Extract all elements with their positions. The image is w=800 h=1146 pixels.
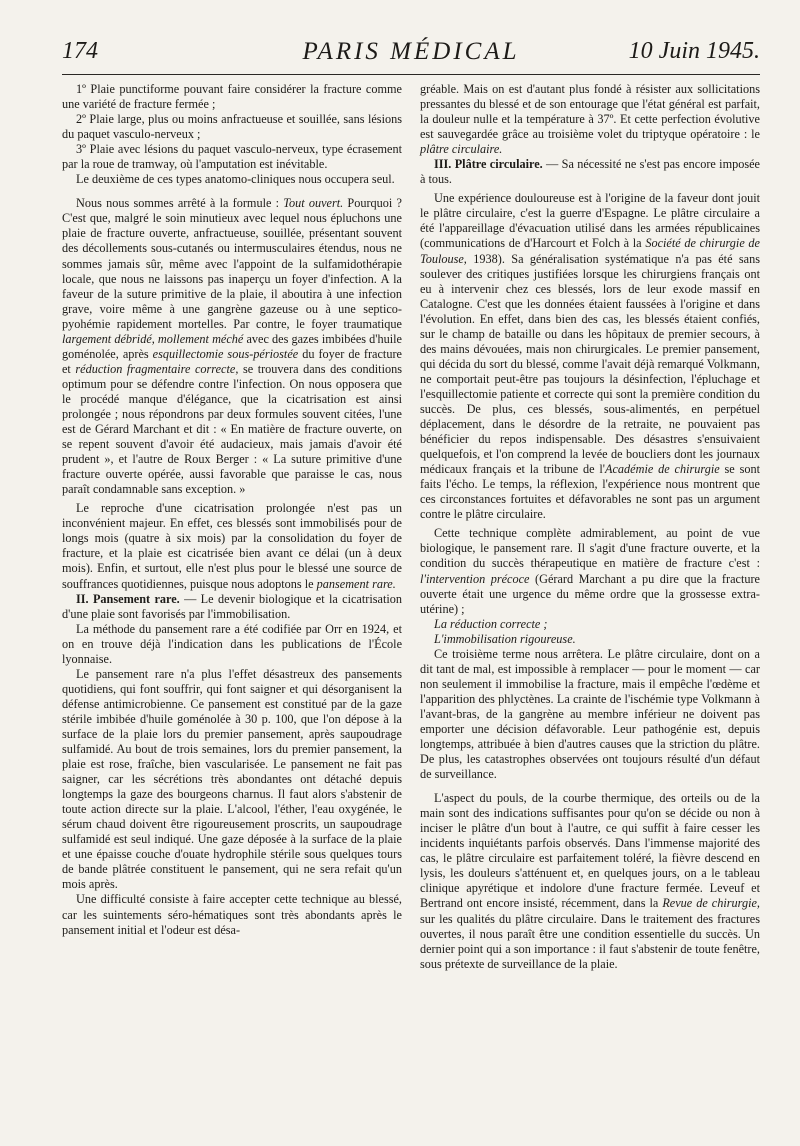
paragraph: L'aspect du pouls, de la courbe thermique, des orteils ou de la main sont des indications suffisantes pour qu'on se décide ou non à inciser le plâtre d'un bout à l'autre, ce qui suffit à faire cesser les incidents inquiétants parfois observés. Dans l'immense majorité des cas, le plâtre circulaire est parfaitement toléré, la fièvre descend en lysis, les douleurs s'atténuent et, en quelques jours, on a le tableau clinique apyrétique et indolore d'une fracture fermée. Leveuf et Bertrand ont encore insisté, récemment, dans la Revue de chirurgie, sur les qualités du plâtre circulaire. Dans le traitement des fractures ouvertes, il nous paraît être une condition essentielle du succès. Un dernier point qui a son importance : il faut s'abstenir de toute fenêtre, sous prétexte de surveillance de la plaie. — [420, 791, 760, 971]
paragraph: Une expérience douloureuse est à l'origine de la faveur dont jouit le plâtre circulaire, c'est la guerre d'Espagne. Le plâtre circulaire a été l'appareillage d'évacuation utilisé dans les armées républicaines (communications de d'Harcourt et Folch à la Société de chirurgie de Toulouse, 1938). Sa généralisation systématique n'a pas été sans soulever des critiques justifiées lorsque les chirurgiens français ont eu à intervenir chez ces blessés, lors de leur exode massif en Catalogne. C'est que les données étaient faussées à l'origine et dans l'évolution. En effet, dans bien des cas, les blessés étaient confiés, sur le champ de bataille ou dans les hôpitaux de premier secours, à des mains dévouées, mais non chirurgicales. Le premier pansement, qui décida du sort du blessé, comme l'avait déjà remarqué Volkmann, ne comportait peut-être pas toujours la désinfection, l'épluchage et l'esquillectomie patiente et correcte qui sont la première condition du succès. De plus, ces blessés, sous-alimentés, en perpétuel déplacement, dans le désordre de la retraite, ne pouvaient pas bénéficier du repos indispensable. Des désastres s'ensuivaient quelquefois, et l'on comprend la levée de boucliers dont les journaux médicaux français et la tribune de l'Académie de chirurgie se sont faits l'écho. Le temps, la réflexion, l'expérience nous montrent que ces circonstances fortuites et défavorables ne sont pas un argument contre le plâtre circulaire. — [420, 191, 760, 522]
section-heading: III. Plâtre circulaire. — [434, 157, 543, 172]
right-column — [420, 82, 760, 972]
list-item: La réduction correcte ; — [434, 616, 548, 631]
paragraph: Ce troisième terme nous arrêtera. Le plâtre circulaire, dont on a dit tant de mal, est impossible à remplacer — pour le moment — car non seulement il immobilise la fracture, mais il empêche l'œdème et l'apparition des phlyctènes. La crainte de l'ischémie type Volkmann à l'avant-bras, de la gangrène au membre inférieur ne doivent pas emporter une décision défavorable. Leur pathogénie est, depuis longtemps, attribuée à bien d'autres causes que la striction du plâtre. De plus, les catastrophes observées ont toujours résulté d'un défaut de surveillance. — [420, 646, 760, 782]
section-heading-paragraph: II. Pansement rare. — Le devenir biologique et la cicatrisation d'une plaie sont favorisés par l'immobilisation. — [62, 591, 402, 621]
paragraph: Une difficulté consiste à faire accepter cette technique au blessé, car les suintements séro-hématiques sont très abondants après le pansement initial et l'odeur est désa- — [62, 892, 402, 937]
paragraph: Le deuxième de ces types anatomo-cliniques nous occupera seul. — [76, 172, 395, 187]
paragraph: Cette technique complète admirablement, au point de vue biologique, le pansement rare. Il s'agit d'une fracture ouverte, et la condition du succès thérapeutique en matière de fracture c'est : l'intervention précoce (Gérard Marchant a pu dire que la fracture ouverte était une urgence du même ordre que la grossesse extra-utérine) ; — [420, 526, 760, 616]
journal-title: PARIS MÉDICAL — [302, 38, 520, 65]
paragraph: La méthode du pansement rare a été codifiée par Orr en 1924, et on en trouve déjà l'indication dans les publications de l'École lyonnaise. — [62, 621, 402, 666]
paragraph: 1º Plaie punctiforme pouvant faire considérer la fracture comme une variété de fracture fermée ; — [62, 82, 402, 112]
section-heading: II. Pansement rare. — [76, 591, 180, 606]
issue-date: 10 Juin 1945. — [628, 38, 760, 64]
list-item: L'immobilisation rigoureuse. — [434, 631, 576, 646]
paragraph: gréable. Mais on est d'autant plus fondé à résister aux sollicitations pressantes du blessé et de son entourage que l'état général est parfait, la douleur nulle et la température à 37º. Et cette perfection évolutive est sauvegardée grâce au troisième volet du triptyque opératoire : le plâtre circulaire. — [420, 82, 760, 157]
page-header — [62, 38, 760, 75]
page-number: 174 — [62, 38, 98, 64]
section-heading-paragraph: III. Plâtre circulaire. — Sa nécessité ne s'est pas encore imposée à tous. — [420, 157, 760, 187]
left-column — [62, 82, 402, 938]
paragraph: Le pansement rare n'a plus l'effet désastreux des pansements quotidiens, qui font souffrir, qui font saigner et qui désorganisent la défense antimicrobienne. Ce pansement est constitué par de la gaze stérile imbibée d'huile goménolée à 30 p. 100, que l'on dépose à la surface de la plaie lors du premier pansement, après saupoudrage sulfamidé. Au bout de trois semaines, lors du premier pansement, la plaie est rose, fraîche, bien vascularisée. Le pansement ne fait pas saigner, car les sécrétions très abondantes ont détaché depuis longtemps la gaze des bourgeons charnus. Il faut alors s'abstenir de toute action directe sur la plaie. L'alcool, l'éther, l'eau oxygénée, le sérum chaud doivent être rigoureusement proscrits, un saupoudrage sulfamidé est seul indiqué. Une gaze déposée à la surface de la plaie et une épaisse couche d'ouate hydrophile stérile sous quelques tours de bande plâtrée constituent le pansement, qui ne sera refait qu'un mois après. — [62, 666, 402, 892]
paragraph: Nous nous sommes arrêté à la formule : Tout ouvert. Pourquoi ? C'est que, malgré le soin minutieux avec lequel nous épluchons une plaie de fracture ouverte, anfractueuse, souillée, présentant souvent des décollements sous-cutanés ou intermusculaires étendus, nous ne sommes jamais sûr, même avec l'appoint de la sulfamidothérapie locale, que nous ne laissons pas inaperçu un foyer d'infection. A la faveur de la suture primitive de la plaie, il aboutira à une infection grave, voire même à une gangrène gazeuse ou à une septico-pyohémie rapidement mortelles. Par contre, le foyer traumatique largement débridé, mollement méché avec des gazes imbibées d'huile goménolée, après esquillectomie sous-périostée du foyer de fracture et réduction fragmentaire correcte, se trouvera dans des conditions optimum pour se défendre contre l'infection. On nous opposera que le procédé manque d'élégance, que la cicatrisation est ainsi prolongée ; nous répondrons par deux formules souvent citées, l'une est de Gérard Marchant et dit : « En matière de fracture ouverte, on se repent souvent d'avoir été audacieux, mais jamais d'avoir été prudent », et l'autre de Roux Berger : « La suture primitive d'une fracture ouverte opérée, aussi favorable que paraisse le cas, nous paraît condamnable sans exception. » — [62, 196, 402, 497]
paragraph: 3º Plaie avec lésions du paquet vasculo-nerveux, type écrasement par la roue de tramway, où l'amputation est inévitable. — [62, 142, 402, 172]
paragraph: Le reproche d'une cicatrisation prolongée n'est pas un inconvénient majeur. En effet, ces blessés sont immobilisés pour de longs mois (quatre à six mois) par la consolidation du foyer de fracture, et la plaie est cicatrisée bien avant ce délai (un à deux mois). Enfin, et surtout, elle n'est plus pour le blessé une source de souffrances quotidiennes, puisque nous adoptons le pansement rare. — [62, 501, 402, 591]
paragraph: 2º Plaie large, plus ou moins anfractueuse et souillée, sans lésions du paquet vasculo-nerveux ; — [62, 112, 402, 142]
